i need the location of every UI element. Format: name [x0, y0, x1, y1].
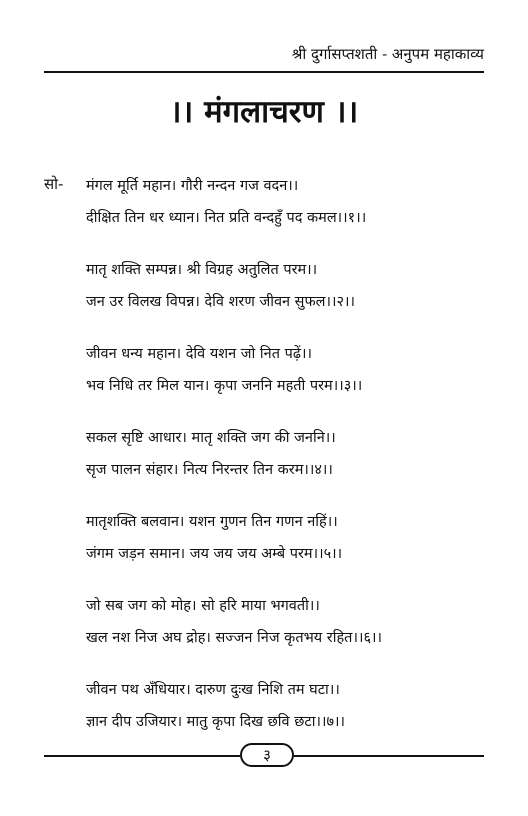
verse-line: जीवन पथ अँधियार। दारुण दुःख निशि तम घटा।।: [86, 682, 340, 698]
stanza: [86, 674, 508, 738]
verse-line: जंगम जड़न समान। जय जय जय अम्बे परम।।५।।: [86, 546, 343, 562]
stanza: [86, 506, 508, 570]
header-divider: [44, 71, 484, 73]
verse-line: खल नश निज अघ द्रोह। सज्जन निज कृतभय रहित।।६।।: [86, 630, 382, 646]
stanza: [86, 338, 508, 402]
verse-list: [86, 170, 508, 758]
stanza: [86, 254, 508, 318]
running-header: श्री दुर्गासप्तशती - अनुपम महाकाव्य: [291, 45, 484, 63]
footer-divider-right: [294, 755, 484, 757]
verse-line: जो सब जग को मोह। सो हरि माया भगवती।।: [86, 598, 320, 614]
page-number: ३: [240, 743, 294, 767]
stanza: [86, 170, 508, 234]
stanza: [86, 422, 508, 486]
footer-divider-left: [44, 755, 240, 757]
verse-line: जन उर विलख विपन्न। देवि शरण जीवन सुफल।।२।।: [86, 294, 356, 310]
verse-line: ज्ञान दीप उजियार। मातु कृपा दिख छवि छटा।।७।।: [86, 714, 345, 730]
verse-line: मंगल मूर्ति महान। गौरी नन्दन गज वदन।।: [86, 178, 299, 194]
verse-label: सो-: [44, 175, 64, 193]
verse-line: मातृ शक्ति सम्पन्न। श्री विग्रह अतुलित परम।।: [86, 262, 318, 278]
verse-line: मातृशक्ति बलवान। यशन गुणन तिन गणन नहिं।।: [86, 514, 338, 530]
verse-line: दीक्षित तिन धर ध्यान। नित प्रति वन्दहुँ पद कमल।।१।।: [86, 210, 367, 226]
verse-line: सकल सृष्टि आधार। मातृ शक्ति जग की जननि।।: [86, 430, 336, 446]
page-title: ।। मंगलाचरण ।।: [169, 94, 359, 130]
verse-line: सृज पालन संहार। नित्य निरन्तर तिन करम।।४।।: [86, 462, 333, 478]
verse-line: जीवन धन्य महान। देवि यशन जो नित पढ़ें।।: [86, 346, 312, 362]
verse-line: भव निधि तर मिल यान। कृपा जननि महती परम।।३।।: [86, 378, 363, 394]
stanza: [86, 590, 508, 654]
